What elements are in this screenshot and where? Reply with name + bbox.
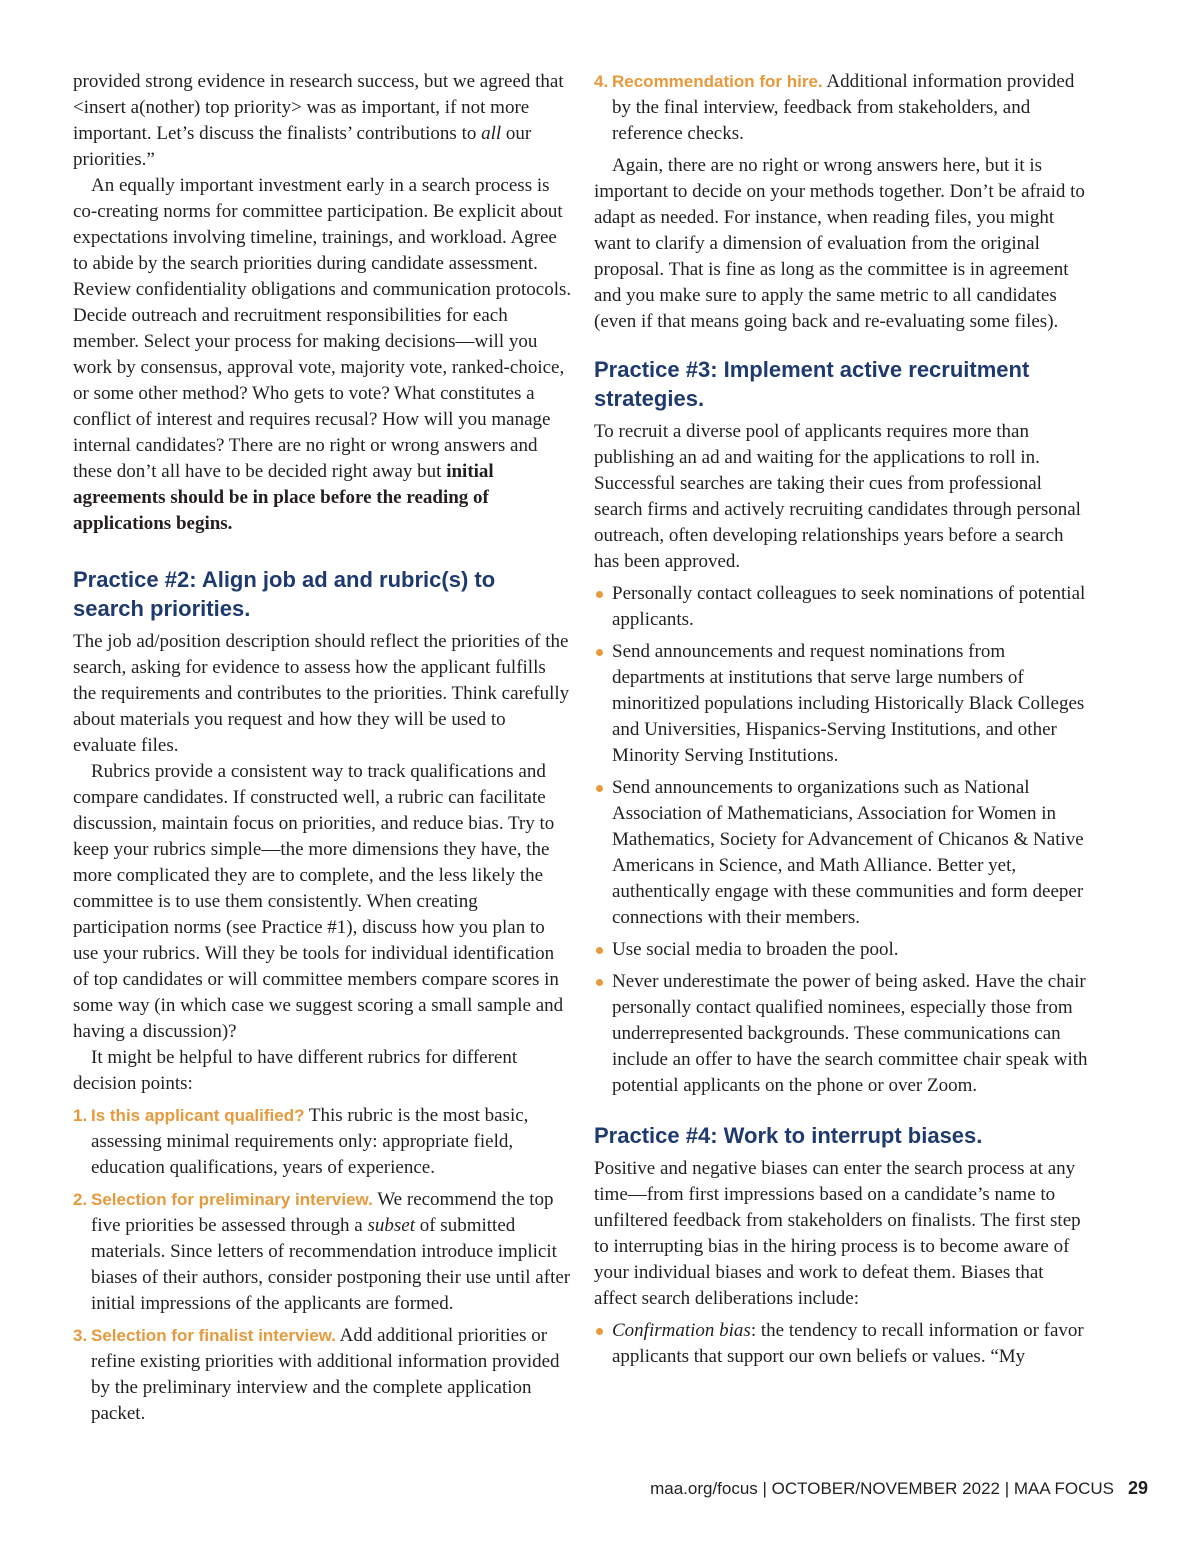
bullet-dot-icon xyxy=(596,785,603,792)
list-item: 4. Recommendation for hire. Additional information provided by the final interview, feedback from stakeholders, and reference checks. xyxy=(594,71,1075,144)
paragraph-norms: An equally important investment early in a search process is co-creating norms for committee participation. Be explicit about expectations involving timeline, trainings, and workload. Agree to abide by the search priorities during candidate assessment. Review confidentiality obligations and communication protocols. Decide outreach and recruitment responsibilities for each member. Select your process for making decisions—will you work by consensus, approval vote, majority vote, ranked-choice, or some other method? Who gets to vote? What constitutes a conflict of interest and requires recusal? How will you manage internal candidates? There are no right or wrong answers and these don’t all have to be decided right away but initial agreements should be in place before the reading of applications begins. xyxy=(73,175,572,534)
list-item: 3. Selection for finalist interview. Add additional priorities or refine existing priorities with additional information provided by the preliminary interview and the complete application packet. xyxy=(73,1325,560,1424)
paragraph-continued: provided strong evidence in research success, but we agreed that <insert a(nother) top priority> was as important, if not more important. Let’s discuss the finalists’ contributions to all our priorities.” xyxy=(73,71,564,170)
page-footer xyxy=(600,1478,1148,1499)
paragraph-biases: Positive and negative biases can enter the search process at any time—from first impressions based on a candidate’s name to unfiltered feedback from stakeholders on finalists. The first step to interrupting bias in the hiring process is to become aware of your individual biases and work to defeat them. Biases that affect search deliberations include: xyxy=(594,1158,1081,1309)
heading-practice-2: Practice #2: Align job ad and rubric(s) to search priorities. xyxy=(73,567,496,621)
bullet-item: Confirmation bias: the tendency to recall information or favor applicants that support our own beliefs or values. “My xyxy=(594,1318,1091,1370)
page-number: 29 xyxy=(1127,1478,1148,1498)
bullet-item: Never underestimate the power of being asked. Have the chair personally contact qualified nominees, especially those from underrepresented backgrounds. These communications can include an offer to have the search committee chair speak with potential applicants on the phone or over Zoom. xyxy=(594,969,1091,1099)
bullet-item: Send announcements and request nominations from departments at institutions that serve large numbers of minoritized populations including Historically Black Colleges and Universities, Hispanics-Serving Institutions, and other Minority Serving Institutions. xyxy=(594,639,1091,769)
bullet-item: Personally contact colleagues to seek nominations of potential applicants. xyxy=(594,581,1091,633)
bullet-dot-icon xyxy=(596,591,603,598)
list-item: 2. Selection for preliminary interview. We recommend the top five priorities be assessed through a subset of submitted materials. Since letters of recommendation introduce implicit biases of their authors, consider postponing their use until after initial impressions of the applicants are formed. xyxy=(73,1189,571,1314)
paragraph-recruit: To recruit a diverse pool of applicants requires more than publishing an ad and waiting for the applications to roll in. Successful searches are taking their cues from professional search firms and actively recruiting candidates through personal outreach, often developing relationships years before a search has been approved. xyxy=(594,421,1081,572)
bullet-item: Use social media to broaden the pool. xyxy=(594,937,1091,963)
paragraph-job-ad: The job ad/position description should reflect the priorities of the search, asking for evidence to assess how the applicant fulfills the requirements and contributes to the priorities. Think carefully about materials you request and how they will be used to evaluate files. xyxy=(73,631,570,756)
right-column xyxy=(594,69,1091,1376)
paragraph-rubrics: Rubrics provide a consistent way to track qualifications and compare candidates. If constructed well, a rubric can facilitate discussion, maintain focus on priorities, and reduce bias. Try to keep your rubrics simple—the more dimensions they have, the more complicated they are to complete, and the less likely the committee is to use them consistently. When creating participation norms (see Practice #1), discuss how you plan to use your rubrics. Will they be tools for individual identification of top candidates or will committee members compare scores in some way (in which case we suggest scoring a small sample and having a discussion)? xyxy=(73,761,564,1042)
heading-practice-3: Practice #3: Implement active recruitment strategies. xyxy=(594,357,1030,411)
paragraph-decision-points: It might be helpful to have different rubrics for different decision points: xyxy=(73,1047,518,1094)
bullet-item: Send announcements to organizations such as National Association of Mathematicians, Association for Women in Mathematics, Society for Advancement of Chicanos & Native Americans in Science, and Math Alliance. Better yet, authentically engage with these communities and form deeper connections with their members. xyxy=(594,775,1091,931)
bullet-dot-icon xyxy=(596,947,603,954)
bullet-dot-icon xyxy=(596,979,603,986)
left-column xyxy=(73,69,572,1433)
bullet-dot-icon xyxy=(596,1328,603,1335)
list-item: 1. Is this applicant qualified? This rubric is the most basic, assessing minimal requirements only: appropriate field, education qualifications, years of experience. xyxy=(73,1105,529,1178)
bullet-dot-icon xyxy=(596,649,603,656)
footer-text: maa.org/focus | OCTOBER/NOVEMBER 2022 | MAA FOCUS xyxy=(650,1479,1114,1498)
heading-practice-4: Practice #4: Work to interrupt biases. xyxy=(594,1123,983,1148)
paragraph-again: Again, there are no right or wrong answers here, but it is important to decide on your methods together. Don’t be afraid to adapt as needed. For instance, when reading files, you might want to clarify a dimension of evaluation from the original proposal. That is fine as long as the committee is in agreement and you make sure to apply the same metric to all candidates (even if that means going back and re-evaluating some files). xyxy=(594,155,1085,332)
